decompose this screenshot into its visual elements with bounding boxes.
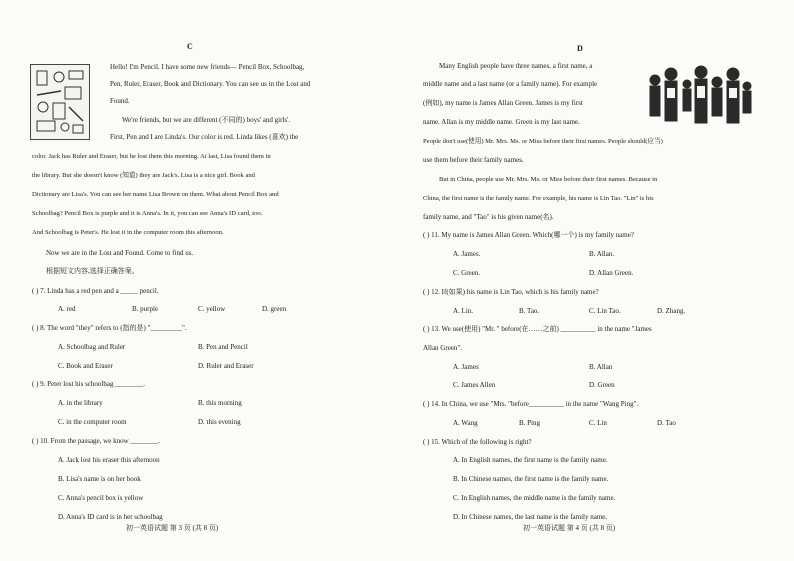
d-para2-line3: family name, and "Tao" is his given name(名).	[423, 213, 554, 221]
q15-option-c: C. In English names, the middle name is the family name.	[453, 494, 616, 502]
q15-option-a: A. In English names, the first name is the family name.	[453, 456, 608, 464]
q12-option-a: A. Lin.	[453, 307, 474, 315]
q15-stem: ( ) 15. Which of the following is right?	[423, 438, 532, 446]
q13-stem-line1: ( ) 13. We use(使用) "Mr. " before(在……之前) __________ in the name "James	[423, 325, 652, 333]
c-para2-line6: Schoolbag? Pencil Box is purple and it is Anna's. In it, you can see Anna's ID card, too.	[32, 210, 263, 217]
q13-option-b: B. Allan	[589, 363, 613, 371]
q14-option-c: C. Lin	[589, 419, 607, 427]
c-para2-line7: And Schoolbag is Peter's. He lost it in the computer room this afternoon.	[32, 229, 224, 236]
q10-option-b: B. Lisa's name is on her book	[58, 475, 141, 483]
q10-stem: ( ) 10. From the passage, we know ________.	[32, 437, 161, 445]
right-page	[397, 0, 794, 561]
q11-option-a: A. James.	[453, 250, 481, 258]
q11-option-b: B. Allan.	[589, 250, 615, 258]
d-para1-line3: (例如), my name is James Allan Green. James is my first	[423, 99, 583, 107]
c-para2-line1: We're friends, but we are different (不同的) boys' and girls'.	[122, 116, 291, 124]
q14-option-a: A. Wang	[453, 419, 478, 427]
q13-stem-line2: Allan Green".	[423, 344, 463, 352]
passage-d-heading: D	[577, 44, 583, 53]
q7-option-b: B. purple	[132, 305, 159, 313]
d-para1-line1: Many English people have three names, a first name, a	[439, 62, 593, 70]
q12-option-d: D. Zhang.	[657, 307, 686, 315]
q8-option-a: A. Schoolbag and Ruler	[58, 343, 126, 351]
c-para2-line2: First, Pen and I are Linda's. Our color is red. Linda likes (喜欢) the	[110, 133, 299, 141]
q15-option-b: B. In Chinese names, the first name is the family name.	[453, 475, 609, 483]
d-para1-line4: name. Allan is my middle name. Green is my last name.	[423, 118, 580, 126]
c-para1-line1: Hello! I'm Pencil. I have some new friends— Pencil Box, Schoolbag,	[110, 63, 305, 71]
q13-option-a: A. James	[453, 363, 479, 371]
family-illustration	[645, 60, 753, 132]
q11-option-d: D. Allan Green.	[589, 269, 634, 277]
d-para1-line5: People don't use(使用) Mr. Mrs. Ms. or Miss before their first names. People should(应当)	[423, 138, 663, 145]
q13-option-c: C. James Allen	[453, 381, 496, 389]
q10-option-d: D. Anna's ID card is in her schoolbag	[58, 513, 163, 521]
left-page-footer: 初一英语试题 第 3 页 (共 8 页)	[126, 524, 219, 532]
right-page-footer: 初一英语试题 第 4 页 (共 8 页)	[523, 524, 616, 532]
c-para3: Now we are in the Lost and Found. Come to find us.	[46, 249, 194, 257]
stationery-illustration	[30, 64, 90, 140]
c-para1-line3: Found.	[110, 97, 130, 105]
q14-option-d: D. Tao	[657, 419, 676, 427]
c-instruction: 根据短文内容,选择正确答案。	[46, 267, 139, 275]
q9-option-b: B. this morning	[198, 399, 242, 407]
q13-option-d: D. Green	[589, 381, 615, 389]
q12-option-c: C. Lin Tao.	[589, 307, 621, 315]
q9-option-d: D. this evening	[198, 418, 241, 426]
d-para1-line6: use them before their family names.	[423, 156, 524, 164]
q12-option-b: B. Tao.	[519, 307, 540, 315]
q9-stem: ( ) 9. Peter lost his schoolbag ________.	[32, 380, 145, 388]
c-para2-line5: Dictionary are Lisa's. You can see her name Lisa Brown on them. What about Pencil Box and	[32, 191, 279, 198]
c-para1-line2: Pen, Ruler, Eraser, Book and Dictionary. You can see us in the Lost and	[110, 80, 311, 88]
q7-option-d: D. green	[262, 305, 287, 313]
q10-option-a: A. Jack lost his eraser this afternoon	[58, 456, 160, 464]
q11-stem: ( ) 11. My name is James Allan Green. Which(哪一个) is my family name?	[423, 231, 634, 239]
passage-c-heading: C	[187, 42, 193, 51]
q9-option-a: A. in the library	[58, 399, 103, 407]
q11-option-c: C. Green.	[453, 269, 481, 277]
q7-stem: ( ) 7. Linda has a red pen and a _____ pencil.	[32, 287, 159, 295]
q10-option-c: C. Anna's pencil box is yellow	[58, 494, 144, 502]
q14-option-b: B. Ping	[519, 419, 541, 427]
d-para2-line2: China, the first name is the family name. For example, his name is Lin Tao. "Lin" is his	[423, 195, 654, 202]
q8-option-c: C. Book and Eraser	[58, 362, 113, 370]
q8-stem: ( ) 8. The word "they" refers to (指的是) "_________".	[32, 324, 187, 332]
q7-option-a: A. red	[58, 305, 76, 313]
q12-stem: ( ) 12. If(如果) his name is Lin Tao, which is his family name?	[423, 288, 599, 296]
q8-option-d: D. Ruler and Eraser	[198, 362, 254, 370]
d-para1-line2: middle name and a last name (or a family name). For example	[423, 80, 598, 88]
d-para2-line1: But in China, people use Mr. Mrs. Ms. or Miss before their first names. Because in	[439, 176, 658, 183]
q8-option-b: B. Pen and Pencil	[198, 343, 248, 351]
c-para2-line3: color. Jack has Ruler and Eraser, but he lost them this morning. At last, Lisa found them in	[32, 153, 271, 160]
q7-option-c: C. yellow	[198, 305, 226, 313]
q14-stem: ( ) 14. In China, we use "Mrs. "before__________ in the name "Wang Ping".	[423, 400, 639, 408]
q9-option-c: C. in the computer room	[58, 418, 127, 426]
c-para2-line4: the library. But she doesn't know (知道) they are Jack's. Lisa is a nice girl. Book and	[32, 172, 255, 179]
q15-option-d: D. In Chinese names, the last name is the family name.	[453, 513, 608, 521]
